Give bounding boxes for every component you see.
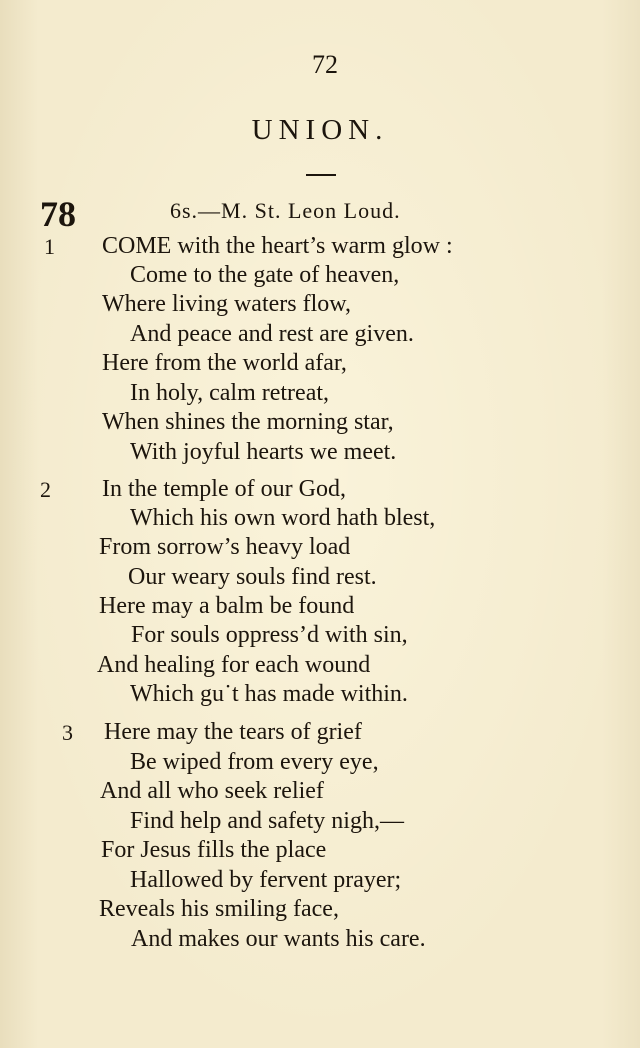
hymn-number: 78 — [40, 194, 76, 234]
verse-line: Here from the world afar, — [102, 350, 347, 376]
verse-line: In the temple of our God, — [102, 476, 346, 502]
verse-line: When shines the morning star, — [102, 409, 394, 435]
verse-line: COME with the heart’s warm glow : — [102, 233, 453, 259]
verse-line: Be wiped from every eye, — [130, 749, 379, 775]
verse-line: Which his own word hath blest, — [130, 505, 436, 531]
verse-line: Where living waters flow, — [102, 291, 352, 317]
stanza-number: 3 — [62, 720, 73, 745]
verse-line: In holy, calm retreat, — [130, 380, 330, 406]
verse-line: And all who seek relief — [100, 778, 324, 804]
stanza-number: 2 — [40, 477, 51, 502]
verse-line: Reveals his smiling face, — [99, 896, 339, 922]
verse-line: And healing for each wound — [97, 652, 371, 678]
verse-line: Come to the gate of heaven, — [130, 262, 400, 288]
title-divider — [306, 174, 336, 176]
stanza-number: 1 — [44, 234, 55, 259]
verse-line: For souls oppress’d with sin, — [131, 622, 408, 648]
page-number: 72 — [312, 50, 338, 79]
verse-line: For Jesus fills the place — [101, 837, 327, 863]
verse-line: Here may a balm be found — [99, 593, 355, 619]
verse-line: And makes our wants his care. — [131, 926, 426, 952]
verse-line: With joyful hearts we meet. — [130, 439, 397, 465]
hymn-title: UNION. — [251, 114, 389, 146]
verse-line: Our weary souls find rest. — [128, 564, 377, 590]
verse-line: Here may the tears of grief — [104, 719, 362, 745]
verse-line: Find help and safety nigh,— — [130, 808, 404, 834]
verse-line: From sorrow’s heavy load — [99, 534, 351, 560]
verse-line: Which gu˙t has made within. — [130, 681, 408, 707]
verse-line: And peace and rest are given. — [130, 321, 414, 347]
meter-tune-line: 6s.—M. St. Leon Loud. — [170, 198, 401, 223]
verse-line: Hallowed by fervent prayer; — [130, 867, 402, 893]
